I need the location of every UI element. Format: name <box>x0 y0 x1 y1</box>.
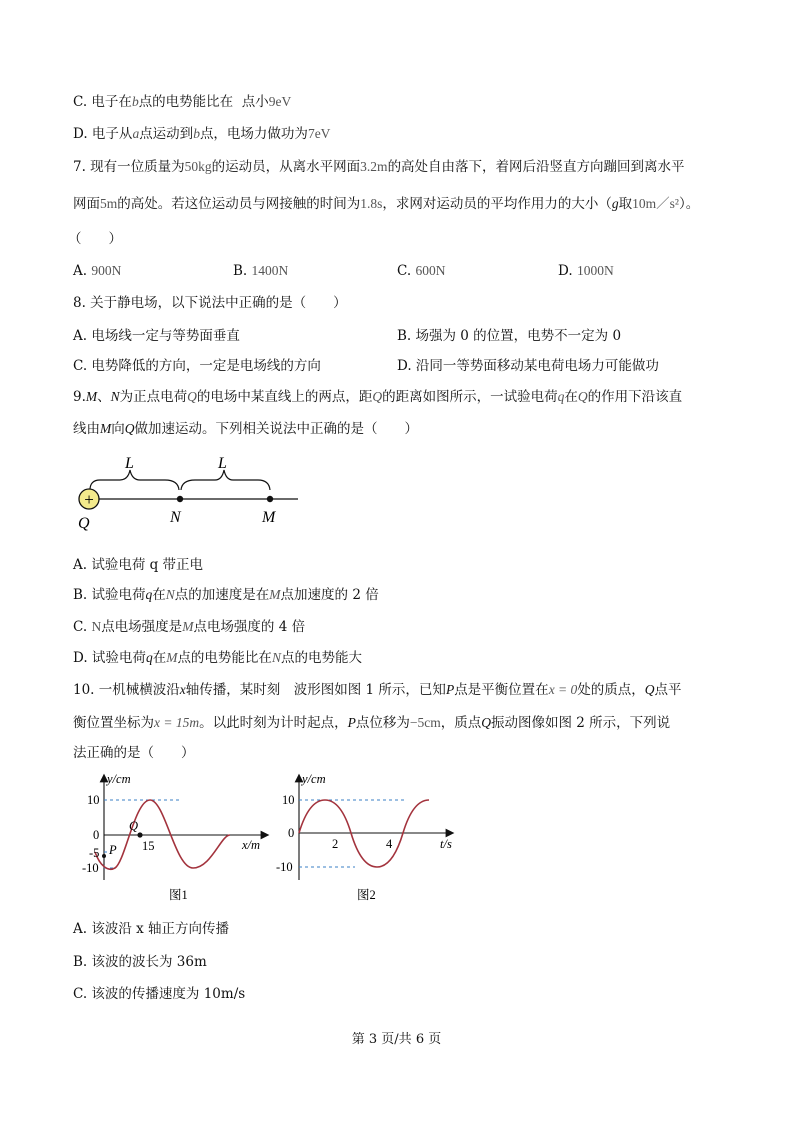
label-q: Q <box>78 515 90 532</box>
fig1-tick-10: 10 <box>87 793 100 807</box>
fig2-tick-0: 0 <box>288 826 295 840</box>
fig1-tick-m10: -10 <box>82 861 99 875</box>
q8-option-d: D. 沿同一等势面移动某电荷电场力可能做功 <box>397 358 659 374</box>
fig1-tick-0: 0 <box>93 828 100 842</box>
distance-label-2: L <box>218 455 227 472</box>
q9-stem-line1: 9.M、N为正点电荷Q的电场中某直线上的两点，距Q的距离如图所示，一试验电荷q在Q的作用下沿该直 <box>73 389 683 405</box>
q8-option-a: A. 电场线一定与等势面垂直 <box>73 328 240 344</box>
fig2-caption: 图2 <box>357 888 376 902</box>
distance-label-1: L <box>125 455 134 472</box>
fig2-tick-2: 2 <box>332 837 339 851</box>
q9-option-a: A. 试验电荷 q 带正电 <box>73 557 204 573</box>
q9-option-b: B. 试验电荷q在N点的加速度是在M点加速度的 2 倍 <box>73 587 379 603</box>
q7-stem-line2: 网面5m的高处。若这位运动员与网接触的时间为1.8s，求网对运动员的平均作用力的大小（g取10m／s²）。 <box>73 196 700 212</box>
fig1-xlabel: x/m <box>242 838 261 852</box>
fig1-ylabel: y/cm <box>107 772 131 786</box>
fig1-label-q: Q <box>129 819 139 833</box>
point-m <box>267 496 273 502</box>
q9-option-d: D. 试验电荷q在M点的电势能比在N点的电势能大 <box>73 650 362 666</box>
fig2-xlabel: t/s <box>440 837 452 851</box>
q10-option-c: C. 该波的传播速度为 10m/s <box>73 986 246 1002</box>
label-m: M <box>262 509 276 526</box>
fig2-tick-4: 4 <box>386 837 393 851</box>
point-p <box>102 854 106 858</box>
q7-answer-paren: （ ） <box>68 231 122 247</box>
brace-left <box>90 470 179 490</box>
fig2-ylabel: y/cm <box>302 772 326 786</box>
point-n <box>177 496 183 502</box>
vibration-figure-2 <box>270 768 470 908</box>
fig1-label-p: P <box>109 843 117 857</box>
fig1-tick-m5: -5 <box>89 846 100 860</box>
wave-figure-1 <box>80 768 280 908</box>
q10-stem-line2: 衡位置坐标为x = 15m。以此时刻为计时起点，P点位移为−5cm，质点Q振动图像如图 2 所示，下列说 <box>73 715 671 731</box>
fig1-caption: 图1 <box>169 888 188 902</box>
label-n: N <box>170 509 181 526</box>
brace-right <box>181 470 270 490</box>
q8-option-b: B. 场强为 0 的位置，电势不一定为 0 <box>397 328 622 344</box>
q9-stem-line2: 线由M向Q做加速运动。下列相关说法中正确的是（ ） <box>73 421 418 437</box>
q6-option-c: C. 电子在b点的电势能比在 点小9eV <box>73 94 292 110</box>
page-footer: 第 3 页/共 6 页 <box>351 1032 442 1047</box>
q9-option-c: C. N点电场强度是M点电场强度的 4 倍 <box>73 619 306 635</box>
fig1-tick-15: 15 <box>142 839 155 853</box>
fig2-tick-m10: -10 <box>276 860 293 874</box>
fig2-tick-10: 10 <box>282 793 295 807</box>
q8-stem: 8. 关于静电场，以下说法中正确的是（ ） <box>73 295 347 311</box>
q7-stem-line1: 7. 现有一位质量为50kg的运动员，从离水平网面3.2m的高处自由落下，着网后沿竖直方向蹦回到离水平 <box>73 159 685 175</box>
q10-stem-line1: 10. 一机械横波沿x轴传播，某时刻 波形图如图 1 所示，已知P点是平衡位置在x = 0处的质点，Q点平 <box>73 682 682 698</box>
q6-option-d: D. 电子从a点运动到b点，电场力做功为7eV <box>73 126 331 142</box>
q9-charge-diagram <box>70 448 310 533</box>
plus-sign: + <box>84 490 94 509</box>
q10-option-b: B. 该波的波长为 36m <box>73 954 207 970</box>
q10-stem-line3: 法正确的是（ ） <box>73 745 195 761</box>
q8-option-c: C. 电势降低的方向，一定是电场线的方向 <box>73 358 321 374</box>
point-q <box>137 832 142 837</box>
q10-option-a: A. 该波沿 x 轴正方向传播 <box>73 921 230 937</box>
